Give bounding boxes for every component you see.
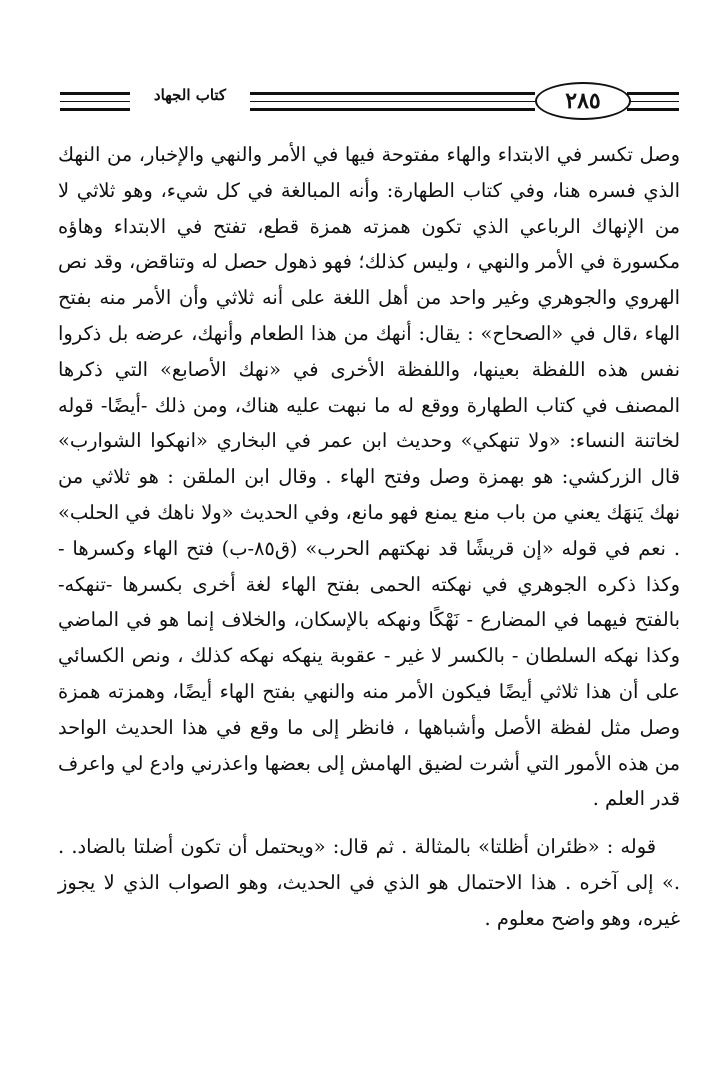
header-rule xyxy=(60,101,130,102)
header-rule xyxy=(60,108,130,111)
paragraph: قوله : «ظئران أظلتا» بالمثالة . ثم قال: «ويحتمل أن تكون أضلتا بالضاد. . .» إلى آخره . هذا الاحتمال هو الذي في الحديث، وهو الصواب الذي لا يجوز غيره، وهو واضح معلوم . xyxy=(58,835,680,930)
header-rule xyxy=(60,92,130,95)
header-rule xyxy=(627,101,679,102)
book-title: كتاب الجهاد xyxy=(130,86,250,110)
page-header xyxy=(0,0,703,130)
page-number: ٢٨٥ xyxy=(535,82,631,120)
header-rule xyxy=(627,108,679,111)
header-rule xyxy=(250,108,535,111)
header-rule xyxy=(250,92,535,95)
header-rule xyxy=(250,101,535,102)
paragraph: وصل تكسر في الابتداء والهاء مفتوحة فيها في الأمر والنهي والإخبار، من النهك الذي فسره هنا، وفي كتاب الطهارة: وأنه المبالغة في كل شيء، وهو ثلاثي لا من الإنهاك الرباعي الذي تكون همزته همزة قطع، تفتح في الابتداء وهاؤه مكسورة في الأمر والنهي ، وليس كذلك؛ فهو ذهول حصل له وتناقض، وقد نص الهروي والجوهري وغير واحد من أهل اللغة على أنه ثلاثي وأن الأمر منه بفتح الهاء ،قال في «الصحاح» : يقال: أنهك من هذا الطعام وأنهك، عرضه بل ذكروا نفس هذه اللفظة بعينها، واللفظة الأخرى في «نهك الأصابع» التي ذكرها المصنف في كتاب الطهارة ووقع له ما نبهت عليه هناك، ومن ذلك -أيضًا- قوله لخاتنة النساء: «ولا تنهكي» وحديث ابن عمر في البخاري «انهكوا الشوارب» قال الزركشي: هو بهمزة وصل وفتح الهاء . وقال ابن الملقن : هو ثلاثي من نهك يَنهَك يعني من باب منع يمنع فهو مانع، وفي الحديث «ولا ناهك في الحلب» . نعم في قوله «إن قريشًا قد نهكتهم الحرب» (ق٨٥-ب) فتح الهاء وكسرها - وكذا ذكره الجوهري في نهكته الحمى بفتح الهاء لغة أخرى بكسرها -تنهكه- بالفتح فيهما في المضارع - نَهْكًا ونهكه بالإسكان، والخلاف إنما هو في الماضي وكذا نهكه السلطان - بالكسر لا غير - عقوبة ينهكه نهكه كذلك ، ونص الكسائي على أن هذا ثلاثي أيضًا فيكون الأمر منه والنهي بفتح الهاء أيضًا، وهمزته همزة وصل مثل لفظة الأصل وأشباهها ، فانظر إلى ما وقع في هذا الحديث الواحد من هذه الأمور التي أشرت لضيق الهامش إلى بعضها واعذرني وادع لي واعرف قدر العلم . xyxy=(58,143,680,811)
page-body xyxy=(58,137,680,937)
header-rule xyxy=(627,92,679,95)
